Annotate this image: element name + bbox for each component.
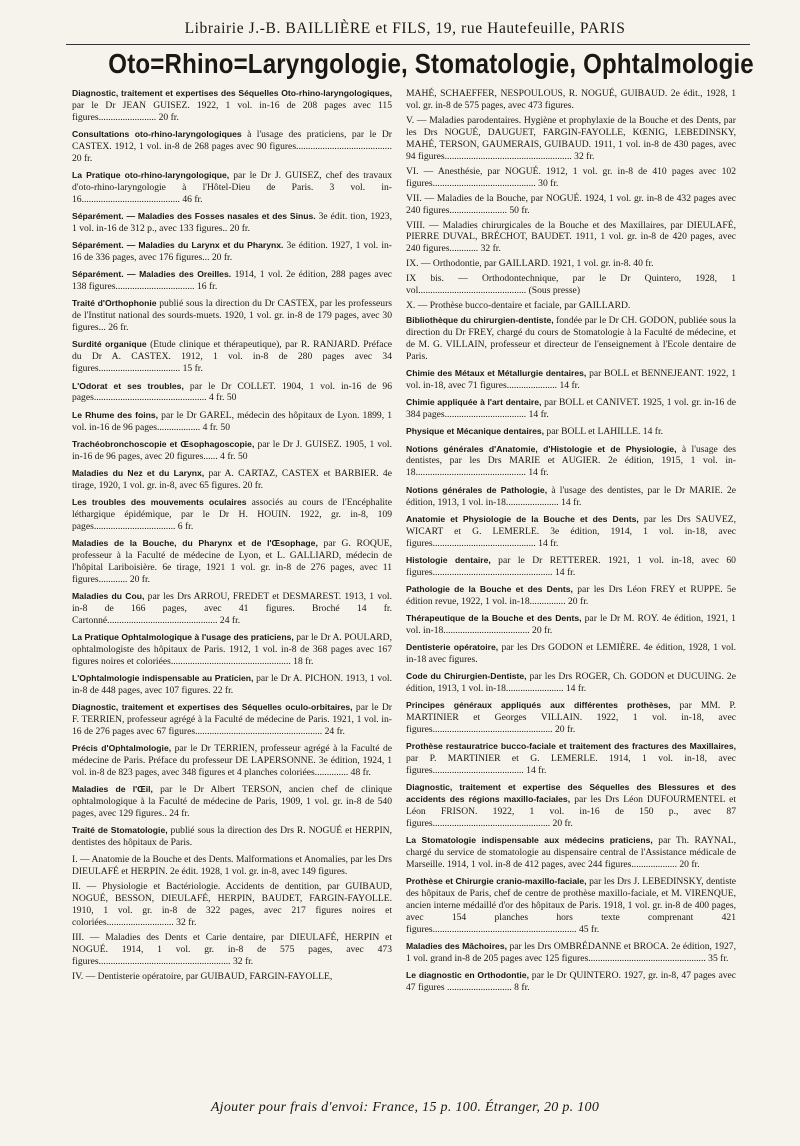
page-title: Oto=Rhino=Laryngologie, Stomatologie, Ophtalmologie [108, 48, 754, 79]
entry-title: Diagnostic, traitement et expertise des Séquelles des Blessures et des accidents des régions maxillo-faciales, [406, 782, 736, 805]
entry-text: associés au cours de l'Encéphalite léthargique épidémique, par le Dr H. HOUIN. 1922, gr. in-8, 109 pages.................................. 6 fr. [72, 496, 392, 532]
entry-title: Prothèse et Chirurgie cranio-maxillo-faciale, [406, 876, 587, 887]
catalog-entry [406, 613, 736, 637]
catalog-entry [406, 300, 736, 312]
header-rule [66, 44, 750, 45]
entry-text: par A. CARTAZ, CASTEX et BARBIER. 4e tirage, 1920, 1 vol. gr. in-8, avec 65 figures. 20 fr. [72, 467, 392, 491]
entry-text: par P. MARTINIER et G. LEMERLE. 1914, 1 vol. in-18, avec figures...................................... 14 fr. [406, 753, 736, 777]
entry-text: par le Dr GAREL, médecin des hôpitaux de Lyon. 1899, 1 vol. in-16 de 96 pages.................. 4 fr. 50 [72, 409, 392, 433]
entry-title: Notions générales de Pathologie, [406, 484, 548, 495]
entry-text: par le Dr COLLET. 1904, 1 vol. in-16 de 96 pages............................................... 4 fr. 50 [72, 380, 392, 404]
entry-text: VI. — Anesthésie, par NOGUÉ. 1912, 1 vol. gr. in-8 de 410 pages avec 102 figures........................................... 30 fr. [406, 165, 736, 189]
catalog-entry [72, 339, 392, 375]
catalog-entry [72, 211, 392, 235]
entry-title: Chimie des Métaux et Métallurgie dentaires, [406, 368, 587, 379]
entry-text: IX bis. — Orthodontechnique, par le Dr Quintero, 1928, 1 vol............................................. (Sous presse) [406, 273, 736, 297]
entry-title: Histologie dentaire, [406, 554, 491, 565]
catalog-entry [72, 932, 392, 968]
entry-text: par MM. P. MARTINIER et Georges VILLAIN. 1922, 1 vol. in-18, avec figures.................................................. 20 fr. [406, 700, 737, 736]
entry-title: La Stomatologie indispensable aux médecins praticiens, [406, 835, 653, 846]
catalog-entry [406, 700, 736, 736]
entry-title: Principes généraux appliqués aux différentes prothèses, [406, 700, 671, 711]
catalog-entry [406, 584, 736, 608]
entry-title: Maladies du Cou, [72, 590, 145, 601]
catalog-entry [72, 784, 392, 820]
entry-text: par le Dr QUINTERO. 1927, gr. in-8, 47 pages avec 47 figures ........................... 8 fr. [406, 970, 737, 994]
catalog-entry [406, 941, 736, 965]
catalog-entry [406, 642, 736, 666]
catalog-entry [406, 782, 736, 830]
entry-text: II. — Physiologie et Bactériologie. Accidents de dentition, par GUIBAUD, NOGUÉ, BESSON, DIEULAFÉ, HERPIN, BAUDET, FARGIN-FAYOLLE. 1910, 1 vol. gr. in-8 de 322 pages, avec 217 figures noires et coloriées............................ 32 fr. [72, 881, 392, 929]
catalog-entry [72, 538, 392, 586]
catalog-entry [72, 381, 392, 405]
entry-text: par les Drs OMBRÉDANNE et BROCA. 2e édition, 1927, 1 vol. grand in-8 de 205 pages avec 125 figures................................................. 35 fr. [406, 941, 736, 965]
entry-title: L'Ophtalmologie indispensable au Praticien, [72, 673, 254, 684]
entry-title: Traité de Stomatologie, [72, 825, 168, 836]
entry-title: Prothèse restauratrice bucco-faciale et traitement des fractures des Maxillaires, [406, 741, 736, 752]
entry-text: IX. — Orthodontie, par GAILLARD. 1921, 1 vol. gr. in-8. 40 fr. [406, 258, 654, 270]
catalog-entry [72, 298, 392, 334]
entry-text: V. — Maladies parodentaires. Hygiène et prophylaxie de la Bouche et des Dents, par les Drs NOGUÉ, DAUGUET, FARGIN-FAYOLLE, KŒNIG, LEBEDINSKY, MAHÉ, TERSON, GAUMERAIS, GUIBAUD. 1911, 1 vol. in-8 de 430 pages, avec 94 figures..................................................... 32 fr. [406, 114, 736, 162]
catalog-entry [406, 193, 736, 217]
entry-text: par les Drs J. LEBEDINSKY, dentiste des hôpitaux de Paris, chef de centre de prothèse maxillo-faciale, et M. VIRENQUE, ancien interne médaillé d'or des hôpitaux de Paris. 1918, 1 vol. gr. in-8 de 400 pages, avec 154 planches hors texte comprenant 421 figures............................................................ 45 fr. [406, 876, 736, 936]
catalog-entry [406, 444, 736, 480]
entry-text: IV. — Dentisterie opératoire, par GUIBAUD, FARGIN-FAYOLLE, [72, 970, 333, 982]
entry-title: Les troubles des mouvements oculaires [72, 496, 247, 507]
catalog-entry [72, 743, 392, 779]
catalog-entry [406, 970, 736, 994]
catalog-entry [72, 88, 392, 124]
catalog-entry [72, 468, 392, 492]
entry-title: Dentisterie opératoire, [406, 642, 499, 652]
entry-text: par les Drs ARROU, FREDET et DESMAREST. 1913, 1 vol. in-8 de 166 pages, avec 41 figures. Broché 14 fr. Cartonné.............................................. 24 fr. [72, 590, 392, 626]
entry-text: III. — Maladies des Dents et Carie dentaire, par DIEULAFÉ, HERPIN et NOGUÉ. 1914, 1 vol. gr. in-8 de 575 pages, avec 473 figures....................................................... 32 fr. [72, 932, 392, 967]
entry-title: Thérapeutique de la Bouche et des Dents, [406, 612, 582, 623]
catalog-entry [72, 971, 392, 983]
catalog-entry [406, 220, 736, 256]
catalog-entry [406, 835, 736, 871]
catalog-entry [406, 485, 736, 509]
entry-text: (Etude clinique et thérapeutique), par R. RANJARD. Préface du Dr A. CASTEX. 1912, 1 vol. in-8 de 280 pages avec 34 figures.................................. 15 fr. [72, 339, 393, 375]
entry-title: Surdité organique [72, 339, 147, 350]
catalog-entry [72, 170, 392, 206]
entry-title: Maladies des Mâchoires, [406, 941, 507, 952]
entry-title: Notions générales d'Anatomie, d'Histologie et de Physiologie, [406, 443, 677, 454]
entry-text: MAHÉ, SCHAEFFER, NESPOULOUS, R. NOGUÉ, GUIBAUD. 2e édit., 1928, 1 vol. gr. in-8 de 575 pages, avec 473 figures. [406, 88, 736, 111]
catalog-entry [406, 166, 736, 190]
entry-text: par les Drs Léon FREY et RUPPE. 5e édition revue, 1922, 1 vol. in-18............... 20 fr. [406, 583, 736, 607]
catalog-entry [72, 825, 392, 849]
entry-text: 3e édit. tion, 1923, 1 vol. in-16 de 312 p., avec 133 figures.. 20 fr. [72, 211, 393, 235]
entry-title: Diagnostic, traitement et expertises des Séquelles Oto-rhino-laryngologiques, [72, 88, 392, 98]
entry-title: Bibliothèque du chirurgien-dentiste, [406, 315, 554, 326]
entry-title: Maladies du Nez et du Larynx, [72, 467, 205, 478]
catalog-entry [72, 881, 392, 929]
entry-text: par le Dr A. POULARD, ophtalmologiste des hôpitaux de Paris. 1912, 1 vol. in-8 de 368 pages avec 167 figures noires et coloriées.................................................. 18 fr. [72, 631, 392, 667]
entry-title: Précis d'Ophtalmologie, [72, 743, 172, 754]
catalog-entry [406, 876, 736, 936]
catalog-entry [406, 115, 736, 163]
entry-title: Physique et Mécanique dentaires, [406, 426, 545, 437]
catalog-entry [406, 258, 736, 270]
catalog-entry [72, 497, 392, 533]
entry-text: VIII. — Maladies chirurgicales de la Bouche et des Maxillaires, par DIEULAFÉ, PIERRE DUVAL, BRÉCHOT, BAUDET. 1911, 1 vol. gr. in-8 de 420 pages, avec 240 figures............ 32 fr. [406, 219, 736, 255]
entry-text: par le Dr TERRIEN, professeur agrégé à la Faculté de médecine de Paris. Préface du professeur DE LAPERSONNE. 3e édition, 1924, 1 vol. in-8 de 823 pages, avec 348 figures et 4 planches coloriées.............. 48 fr. [72, 743, 392, 779]
entry-text: par les Drs Léon DUFOURMENTEL et Léon FRISON. 1922, 1 vol. in-16 de 150 p., avec 87 figures................................................. 20 fr. [406, 794, 736, 830]
entry-title: Chimie appliquée à l'art dentaire, [406, 397, 542, 408]
catalog-entry [72, 632, 392, 668]
right-column [406, 88, 736, 999]
entry-text: par BOLL et CANIVET. 1925, 1 vol. gr. in-16 de 384 pages.................................. 14 fr. [406, 397, 736, 421]
entry-title: Le diagnostic en Orthodontie, [406, 970, 529, 981]
entry-title: Anatomie et Physiologie de la Bouche et des Dents, [406, 513, 639, 524]
entry-text: à l'usage des dentistes, par le Dr MARIE. 2e édition, 1913, 1 vol. in-18...................... 14 fr. [406, 484, 736, 508]
entry-text: publié sous la direction des Drs R. NOGUÉ et HERPIN, dentistes des hôpitaux de Paris. [72, 825, 392, 849]
entry-title: La Pratique oto-rhino-laryngologique, [72, 170, 230, 181]
catalog-entry [406, 315, 736, 363]
catalog-entry [72, 129, 392, 165]
catalog-entry [406, 741, 736, 777]
publisher-header: Librairie J.-B. BAILLIÈRE et FILS, 19, rue Hautefeuille, PARIS [184, 20, 626, 37]
catalog-entry [406, 88, 736, 112]
entry-text: par le Dr F. TERRIEN, professeur agrégé à la Faculté de médecine de Paris. 1921, 1 vol. in-16 de 276 pages avec 67 figures..................................................... 24 fr. [72, 702, 392, 738]
entry-title: Pathologie de la Bouche et des Dents, [406, 583, 573, 594]
entry-title: Trachéobronchoscopie et Œsophagoscopie, [72, 438, 255, 449]
entry-title: Maladies de l'Œil, [72, 784, 153, 795]
entry-text: I. — Anatomie de la Bouche et des Dents. Malformations et Anomalies, par les Drs DIEULAFÉ et HERPIN. 2e édit. 1928, 1 vol. gr. in-8, avec 149 figures. [72, 854, 392, 878]
catalog-entry [72, 673, 392, 697]
catalog-entry [406, 514, 736, 550]
entry-text: par le Dr JEAN GUISEZ. 1922, 1 vol. in-16 de 208 pages avec 115 figures........................ 20 fr. [72, 99, 392, 123]
entry-text: à l'usage des dentistes, par les Drs MARIE et AUGIER. 2e édition, 1915, 1 vol. in-18.............................................. 14 fr. [406, 443, 736, 479]
entry-text: VII. — Maladies de la Bouche, par NOGUÉ. 1924, 1 vol. gr. in-8 de 432 pages avec 240 figures........................ 50 fr. [406, 192, 736, 216]
entry-title: Traité d'Orthophonie [72, 298, 157, 309]
entry-text: par le Dr RETTERER. 1921, 1 vol. in-18, avec 60 figures.................................................. 14 fr. [406, 554, 736, 578]
entry-text: par G. ROQUE, professeur à la Faculté de médecine de Lyon, et L. GALLIARD, médecin de l'hôpital Lariboisière. 6e tirage, 1921 1 vol. gr. in-8 de 276 pages, avec 11 figures............ 20 fr. [72, 537, 392, 585]
entry-text: fondée par le Dr CH. GODON, publiée sous la direction du Dr FREY, chargé du cours de Stomatologie à la Faculté de médecine, et de M. G. VILLAIN, professeur et directeur de l'enseignement à l'Ecole dentaire de Paris. [406, 315, 736, 363]
entry-text: par le Dr Albert TERSON, ancien chef de clinique ophtalmologique à la Faculté de médecine de Paris, 1909, 1 vol. gr. in-8 de 540 pages, avec 129 figures.. 24 fr. [72, 784, 393, 820]
entry-text: par le Dr A. PICHON. 1913, 1 vol. in-8 de 448 pages, avec 107 figures. 22 fr. [72, 673, 392, 696]
entry-text: publié sous la direction du Dr CASTEX, par les professeurs de l'Institut national des sourds-muets. 1920, 1 vol. gr. in-8 de 179 pages, avec 30 figures... 26 fr. [72, 298, 392, 334]
catalog-entry [406, 555, 736, 579]
entry-title: Séparément. — Maladies des Fosses nasales et des Sinus. [72, 211, 316, 222]
catalog-entry [406, 273, 736, 297]
entry-text: X. — Prothèse bucco-dentaire et faciale, par GAILLARD. [406, 300, 631, 312]
catalog-entry [72, 439, 392, 463]
entry-title: L'Odorat et ses troubles, [72, 380, 184, 391]
entry-text: par BOLL et BENNEJEANT. 1922, 1 vol. in-18, avec 71 figures..................... 14 fr. [406, 368, 736, 392]
entry-title: Diagnostic, traitement et expertises des Séquelles oculo-orbitaires, [72, 702, 353, 713]
entry-title: Séparément. — Maladies des Oreilles. [72, 269, 232, 280]
entry-text: par le Dr M. ROY. 4e édition, 1921, 1 vol. in-18.................................... 20 fr. [406, 612, 736, 636]
entry-text: 3e édition. 1927, 1 vol. in-16 de 336 pages, avec 176 figures... 20 fr. [72, 240, 392, 264]
entry-text: 1914, 1 vol. 2e édition, 288 pages avec 138 figures................................. 16 fr. [72, 269, 392, 293]
catalog-entry [406, 368, 736, 392]
entry-title: La Pratique Ophtalmologique à l'usage des praticiens, [72, 631, 294, 642]
entry-text: à l'usage des praticiens, par le Dr CASTEX. 1912, 1 vol. in-8 de 268 pages avec 90 figures........................................ 20 fr. [72, 129, 392, 164]
catalog-entry [406, 426, 736, 438]
entry-title: Séparément. — Maladies du Larynx et du Pharynx. [72, 240, 284, 251]
catalog-entry [72, 269, 392, 293]
entry-text: par les Drs GODON et LEMIÈRE. 4e édition, 1928, 1 vol. in-18 avec figures. [406, 642, 736, 665]
entry-text: par les Drs SAUVEZ, WICART et G. LEMERLE. 3e édition, 1914, 1 vol. in-18, avec figures........................................... 14 fr. [406, 513, 736, 549]
entry-text: par Th. RAYNAL, chargé du service de stomatologie au dispensaire central de l'Assistance médicale de Marseille. 1914, 1 vol. in-8 de 412 pages, avec 244 figures................... 20 fr. [406, 835, 736, 871]
catalog-entry [72, 702, 392, 738]
entry-text: par le Dr J. GUISEZ. 1905, 1 vol. in-16 de 96 pages, avec 20 figures...... 4 fr. 50 [72, 438, 392, 462]
entry-text: par BOLL et LAHILLE. 14 fr. [544, 426, 664, 438]
left-column [72, 88, 392, 986]
shipping-note: Ajouter pour frais d'envoi: France, 15 p. 100. Étranger, 20 p. 100 [210, 1100, 600, 1115]
entry-title: Consultations oto-rhino-laryngologiques [72, 129, 242, 140]
entry-text: par les Drs ROGER, Ch. GODON et DUCUING. 2e édition, 1913, 1 vol. in-18........................ 14 fr. [406, 671, 736, 695]
catalog-entry [406, 671, 736, 695]
entry-title: Maladies de la Bouche, du Pharynx et de l'Œsophage, [72, 537, 318, 548]
catalog-entry [72, 240, 392, 264]
entry-title: Le Rhume des foins, [72, 409, 159, 420]
catalog-entry [72, 591, 392, 627]
catalog-entry [72, 854, 392, 878]
catalog-entry [72, 410, 392, 434]
entry-text: par le Dr J. GUISEZ, chef des travaux d'oto-rhino-laryngologie à l'Hôtel-Dieu de Paris. 3 vol. in-16......................................... 46 fr. [72, 170, 393, 205]
catalog-entry [406, 397, 736, 421]
entry-title: Code du Chirurgien-Dentiste, [406, 671, 527, 682]
